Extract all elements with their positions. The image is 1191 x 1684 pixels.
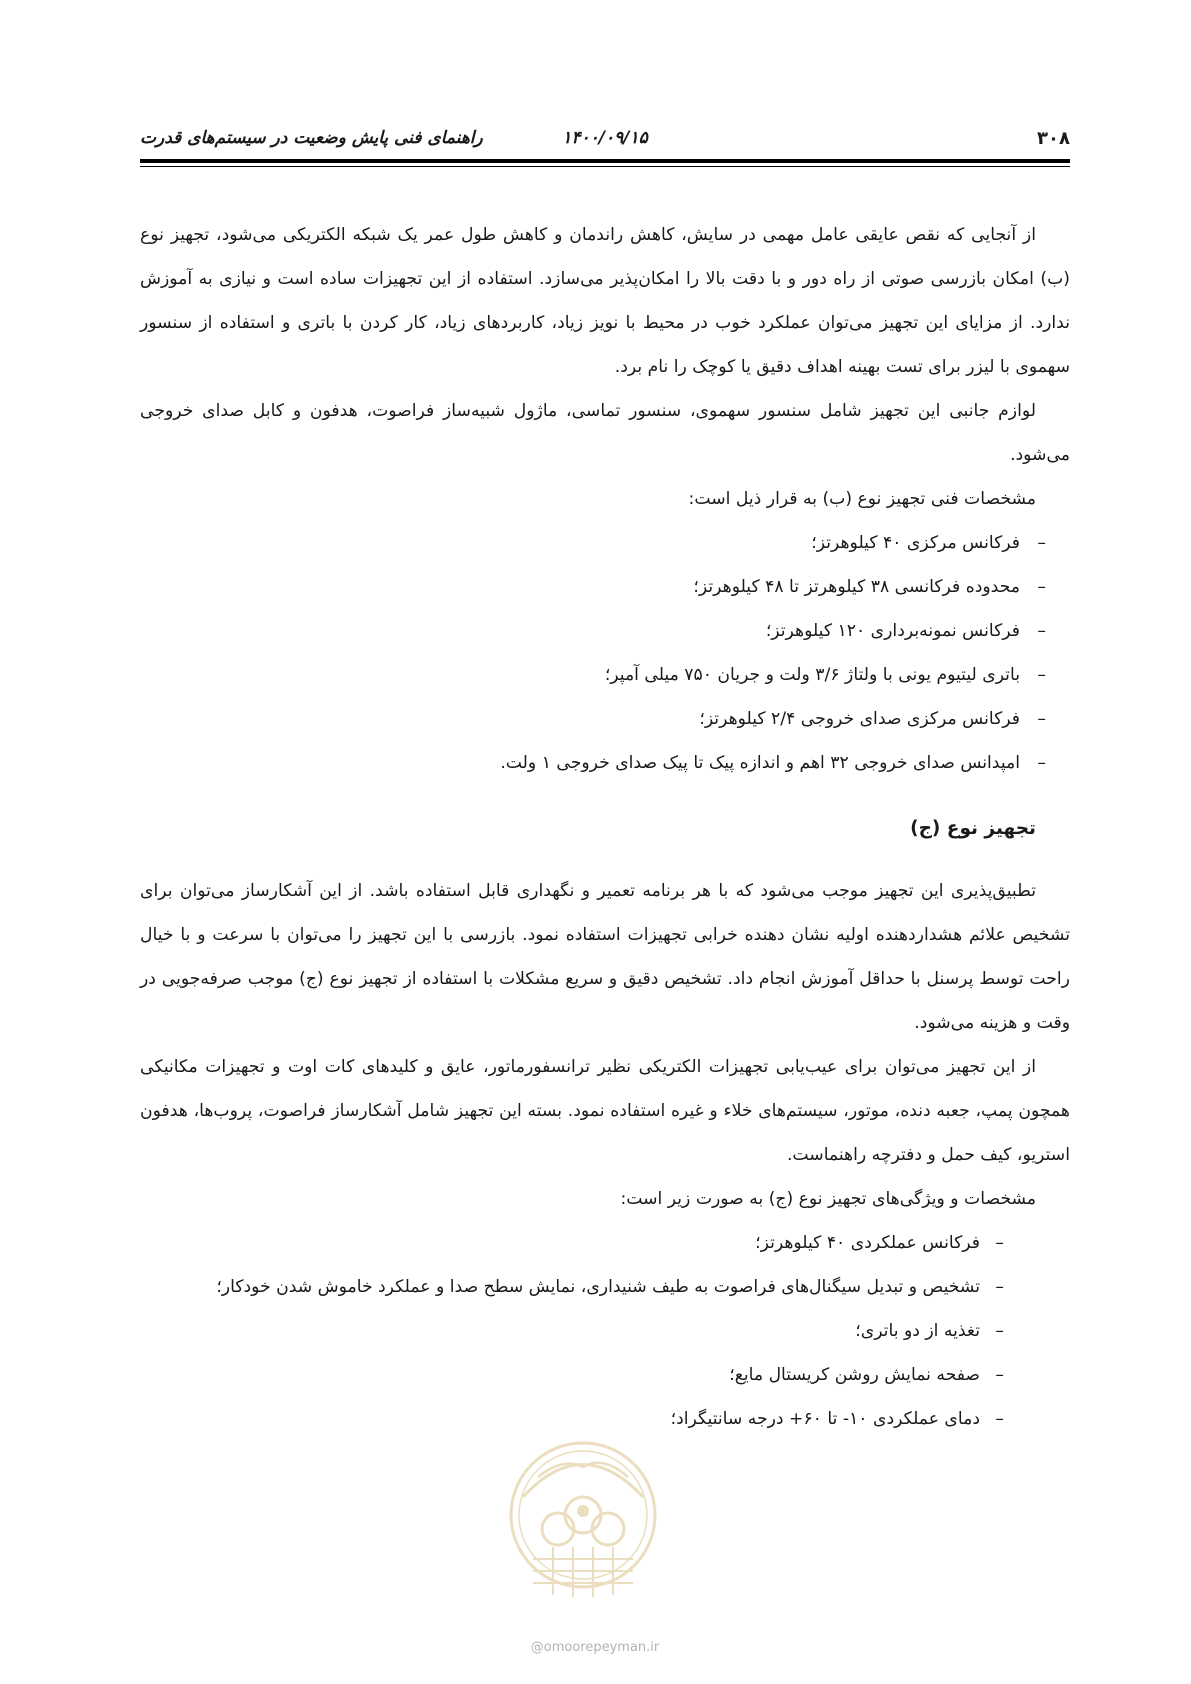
- page-number: ۳۰۸: [1037, 128, 1070, 149]
- spec-list: [140, 521, 1070, 785]
- paragraph: از آنجایی که نقص عایقی عامل مهمی در سایش، کاهش راندمان و کاهش طول عمر یک شبکه الکتریکی می‌شود، تجهیز نوع (ب) امکان بازرسی صوتی از راه دور و با دقت بالا را امکان‌پذیر می‌سازد. استفاده از این تجهیزات ساده است و نیازی به آموزش ندارد. از مزایای این تجهیز می‌توان عملکرد خوب در محیط با نویز زیاد، کاربردهای زیاد، کار کردن با باتری و استفاده از سنسور سهموی با لیزر برای تست بهینه اهداف دقیق یا کوچک را نام برد.: [140, 225, 1070, 377]
- list-item: [140, 1353, 1070, 1397]
- seal-logo-icon: [503, 1437, 663, 1617]
- watermark-seal: [503, 1437, 663, 1617]
- list-item-text: فرکانس عملکردی ۴۰ کیلوهرتز؛: [755, 1233, 980, 1253]
- list-item-text: صفحه نمایش روشن کریستال مایع؛: [729, 1365, 980, 1385]
- list-item-text: محدوده فرکانسی ۳۸ کیلوهرتز تا ۴۸ کیلوهرتز؛: [693, 577, 1020, 597]
- list-marker: –: [995, 1365, 1004, 1385]
- list-marker: –: [995, 1409, 1004, 1429]
- list-item-text: فرکانس مرکزی صدای خروجی ۲/۴ کیلوهرتز؛: [699, 709, 1020, 729]
- list-item-text: تشخیص و تبدیل سیگنال‌های فراصوت به طیف شنیداری، نمایش سطح صدا و عملکرد خاموش شدن خودکار؛: [216, 1277, 980, 1297]
- page-header: [140, 126, 1070, 154]
- list-marker: –: [995, 1233, 1004, 1253]
- list-item-text: فرکانس مرکزی ۴۰ کیلوهرتز؛: [811, 533, 1020, 553]
- list-marker: –: [1037, 621, 1046, 641]
- list-item: [140, 609, 1070, 653]
- header-rule-thick: [140, 159, 1070, 163]
- spec-intro: مشخصات فنی تجهیز نوع (ب) به قرار ذیل است:: [688, 489, 1036, 509]
- list-item-text: تغذیه از دو باتری؛: [855, 1321, 980, 1341]
- list-item: [140, 1265, 1070, 1309]
- paragraph: لوازم جانبی این تجهیز شامل سنسور سهموی، سنسور تماسی، ماژول شبیه‌ساز فراصوت، هدفون و کابل صدای خروجی می‌شود.: [140, 401, 1070, 465]
- list-item-text: امپدانس صدای خروجی ۳۲ اهم و اندازه پیک تا پیک صدای خروجی ۱ ولت.: [500, 753, 1020, 773]
- header-date: ۱۴۰۰/۰۹/۱۵: [562, 128, 648, 148]
- list-marker: –: [1037, 753, 1046, 773]
- spec-intro: مشخصات و ویژگی‌های تجهیز نوع (ج) به صورت زیر است:: [620, 1189, 1036, 1209]
- list-item: [140, 521, 1070, 565]
- list-item: [140, 1309, 1070, 1353]
- list-item: [140, 741, 1070, 785]
- list-item-text: فرکانس نمونه‌برداری ۱۲۰ کیلوهرتز؛: [765, 621, 1020, 641]
- list-marker: –: [995, 1277, 1004, 1297]
- list-marker: –: [1037, 665, 1046, 685]
- watermark-url: @omoorepeyman.ir: [530, 1640, 660, 1655]
- paragraph: تطبیق‌پذیری این تجهیز موجب می‌شود که با هر برنامه تعمیر و نگهداری قابل استفاده باشد. از این آشکارساز می‌توان برای تشخیص علائم هشداردهنده اولیه نشان دهنده خرابی تجهیزات استفاده نمود. بازرسی با این تجهیز را می‌توان با سرعت و با خیال راحت توسط پرسنل با حداقل آموزش انجام داد. تشخیص دقیق و سریع مشکلات با استفاده از تجهیز نوع (ج) موجب صرفه‌جویی در وقت و هزینه می‌شود.: [140, 881, 1070, 1033]
- list-marker: –: [1037, 577, 1046, 597]
- list-item-text: دمای عملکردی ۱۰- تا ۶۰+ درجه سانتیگراد؛: [670, 1409, 980, 1429]
- header-rule-thin: [140, 166, 1070, 167]
- spec-list: [140, 1221, 1070, 1441]
- list-item: [140, 1397, 1070, 1441]
- list-item: [140, 653, 1070, 697]
- section-heading: تجهیز نوع (ج): [910, 818, 1036, 839]
- list-item: [140, 565, 1070, 609]
- list-marker: –: [1037, 709, 1046, 729]
- paragraph: از این تجهیز می‌توان برای عیب‌یابی تجهیزات الکتریکی نظیر ترانسفورماتور، عایق و کلیدهای کات اوت و تجهیزات مکانیکی همچون پمپ، جعبه دنده، موتور، سیستم‌های خلاء و غیره استفاده نمود. بسته این تجهیز شامل آشکارساز فراصوت، پروب‌ها، هدفون استریو، کیف حمل و دفترچه راهنماست.: [140, 1057, 1070, 1165]
- list-item: [140, 1221, 1070, 1265]
- book-title: راهنمای فنی پایش وضعیت در سیستم‌های قدرت: [140, 128, 483, 148]
- page-body: [140, 213, 1070, 1441]
- list-item: [140, 697, 1070, 741]
- list-marker: –: [1037, 533, 1046, 553]
- list-item-text: باتری لیتیوم یونی با ولتاژ ۳/۶ ولت و جریان ۷۵۰ میلی آمپر؛: [604, 665, 1020, 685]
- list-marker: –: [995, 1321, 1004, 1341]
